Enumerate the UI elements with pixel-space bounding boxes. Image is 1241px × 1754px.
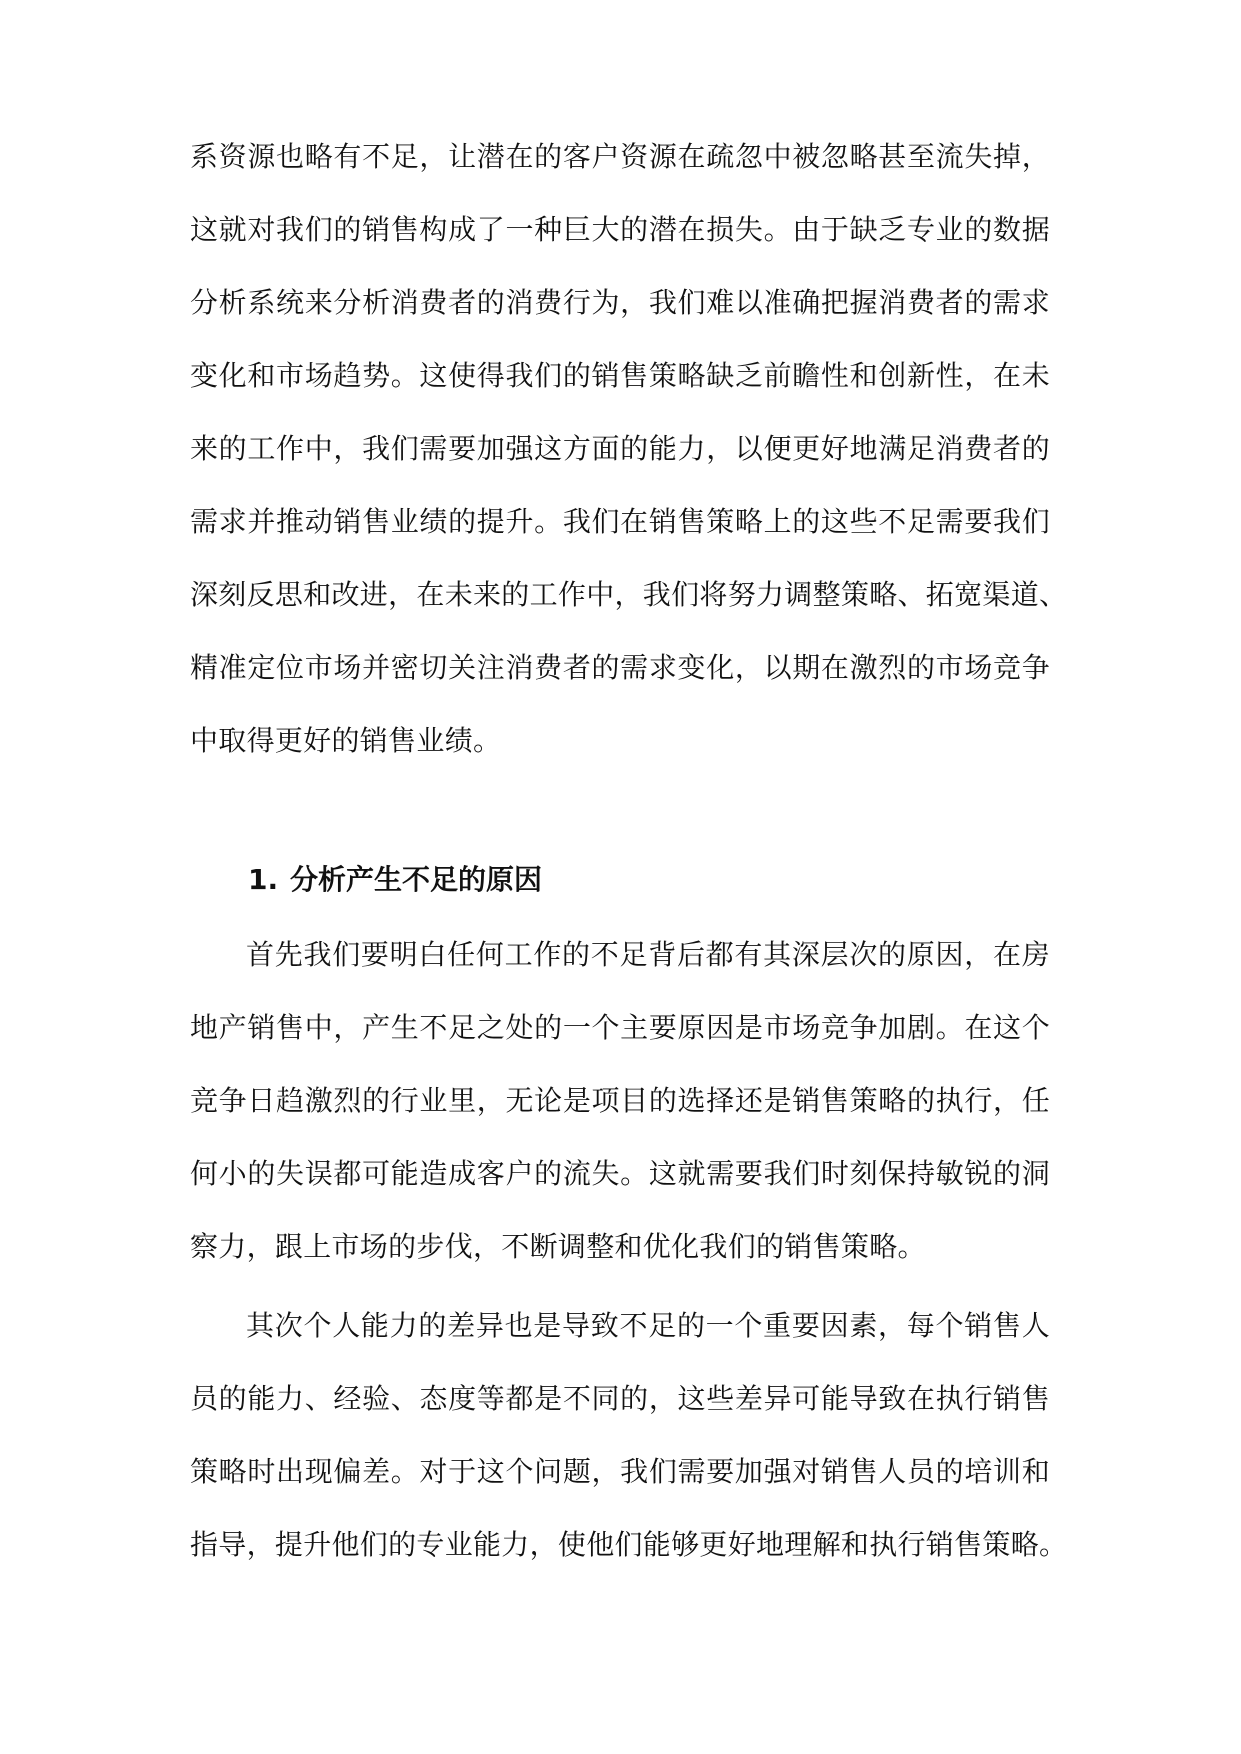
- paragraph-1-line-3: 分析系统来分析消费者的消费行为，我们难以准确把握消费者的需求: [190, 286, 1050, 319]
- paragraph-2-line-1: 首先我们要明白任何工作的不足背后都有其深层次的原因，在房: [246, 938, 1050, 971]
- paragraph-1-line-4: 变化和市场趋势。这使得我们的销售策略缺乏前瞻性和创新性，在未: [190, 359, 1050, 392]
- paragraph-2-line-2: 地产销售中，产生不足之处的一个主要原因是市场竞争加剧。在这个: [190, 1011, 1050, 1044]
- paragraph-3-line-3: 策略时出现偏差。对于这个问题，我们需要加强对销售人员的培训和: [190, 1455, 1050, 1488]
- section-heading: [248, 860, 542, 900]
- paragraph-2-line-5: 察力，跟上市场的步伐，不断调整和优化我们的销售策略。: [190, 1230, 926, 1263]
- section-title: 分析产生不足的原因: [290, 863, 543, 896]
- paragraph-1-line-6: 需求并推动销售业绩的提升。我们在销售策略上的这些不足需要我们: [190, 505, 1050, 538]
- paragraph-1-line-9: 中取得更好的销售业绩。: [190, 724, 502, 757]
- paragraph-3-line-4: 指导，提升他们的专业能力，使他们能够更好地理解和执行销售策略。: [190, 1528, 1068, 1561]
- paragraph-1-line-1: 系资源也略有不足，让潜在的客户资源在疏忽中被忽略甚至流失掉，: [190, 140, 1050, 173]
- paragraph-1-line-8: 精准定位市场并密切关注消费者的需求变化，以期在激烈的市场竞争: [190, 651, 1050, 684]
- paragraph-1-line-5: 来的工作中，我们需要加强这方面的能力，以便更好地满足消费者的: [190, 432, 1050, 465]
- paragraph-1-line-7: 深刻反思和改进，在未来的工作中，我们将努力调整策略、拓宽渠道、: [190, 578, 1068, 611]
- section-number: 1.: [248, 863, 279, 896]
- paragraph-2-line-4: 何小的失误都可能造成客户的流失。这就需要我们时刻保持敏锐的洞: [190, 1157, 1050, 1190]
- paragraph-2-line-3: 竞争日趋激烈的行业里，无论是项目的选择还是销售策略的执行，任: [190, 1084, 1050, 1117]
- paragraph-3-line-2: 员的能力、经验、态度等都是不同的，这些差异可能导致在执行销售: [190, 1382, 1050, 1415]
- paragraph-1-line-2: 这就对我们的销售构成了一种巨大的潜在损失。由于缺乏专业的数据: [190, 213, 1050, 246]
- paragraph-3-line-1: 其次个人能力的差异也是导致不足的一个重要因素，每个销售人: [246, 1309, 1050, 1342]
